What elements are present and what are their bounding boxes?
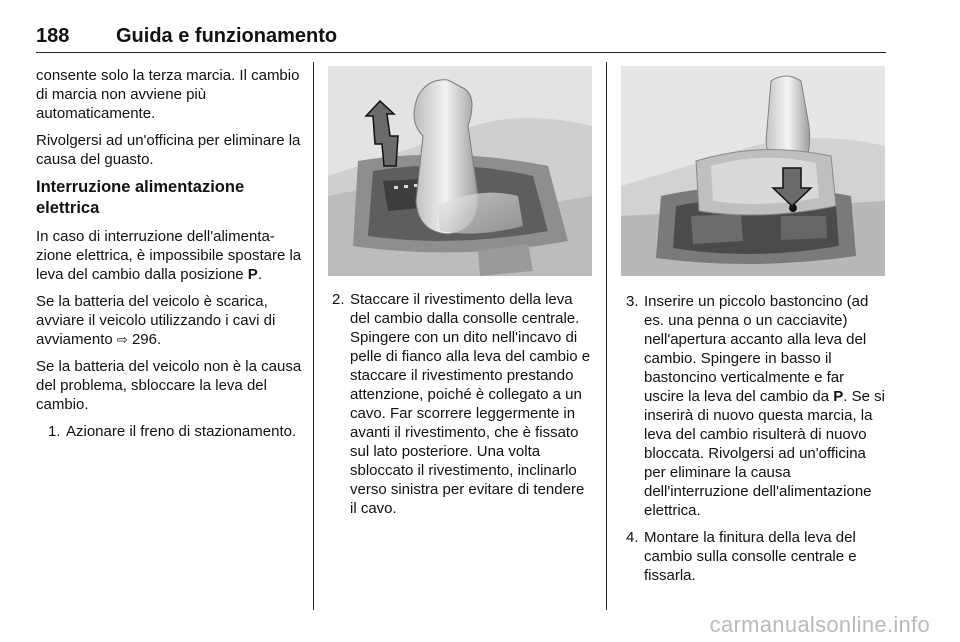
list-item: [626, 528, 888, 585]
section-heading: Interruzione alimentazione elettrica: [36, 178, 245, 217]
page-reference-link[interactable]: 296: [131, 331, 157, 348]
list-text: Inserire un piccolo bastoncino (ad es. una penna o un cacciavite) nell'apertura accanto alla leva del cambio. Spingere in basso il bastoncino verticalmente e far uscire la leva del cambio da P. Se si inserirà di nuovo questa marcia, la leva del cambio risulterà di nuovo bloccata. Rivolgersi ad un'officina per eliminare la causa dell'interruzione dell'alimentazione elettrica.: [644, 293, 885, 519]
left-column: [36, 66, 302, 449]
paragraph: Rivolgersi ad un'officina per eliminare la causa del guasto.: [36, 132, 301, 168]
paragraph: Se la batteria del veicolo non è la causa del problema, sbloccare la leva del cambio.: [36, 358, 302, 413]
list-text: Azionare il freno di stazionamento.: [66, 423, 297, 440]
gear-lever-open-illustration: [621, 66, 885, 276]
list-item: [36, 422, 302, 441]
right-column: [626, 292, 888, 593]
column-divider-2: [606, 62, 607, 610]
list-number: 3.: [626, 293, 639, 310]
paragraph: Se la batteria del veicolo è scarica, avviare il veicolo utilizzando i cavi di avviamento ⇨ 296.: [36, 293, 276, 348]
paragraph: In caso di interruzione dell'alimentazione elettrica, è impossibile spostare la leva del cambio dalla posizione P.: [36, 228, 302, 283]
list-item: [626, 292, 888, 520]
list-number: 2.: [332, 291, 345, 308]
column-divider-1: [313, 62, 314, 610]
gear-lever-illustration: [328, 66, 592, 276]
page-header: [36, 22, 886, 53]
list-number: 4.: [626, 529, 639, 546]
list-text: Montare la finitura della leva del cambio sulla consolle centrale e fissarla.: [644, 529, 857, 584]
gear-lever-photo-1: [328, 66, 592, 276]
list-item: [332, 290, 594, 518]
page-title: Guida e funzionamento: [116, 25, 338, 47]
gear-lever-photo-2: [621, 66, 885, 276]
middle-column: [332, 290, 594, 526]
reference-arrow-icon: ⇨: [116, 332, 128, 347]
paragraph: consente solo la terza marcia. Il cambio di marcia non avviene più automaticamente.: [36, 67, 300, 122]
list-number: 1.: [48, 423, 61, 440]
watermark: carmanualsonline.info: [709, 612, 930, 637]
list-text: Staccare il rivestimento della leva del cambio dalla consolle centrale. Spingere con un dito nell'incavo di pelle di fianco alla leva del cambio e staccare il rivestimento prestando attenzione, poiché è collegato a un cavo. Far scorrere leggermente in avanti il rivestimento, che è fissato sul lato posteriore. Una volta sbloccato il rivestimento, inclinarlo verso sinistra per evitare di tendere il cavo.: [350, 291, 591, 517]
page-number: 188: [36, 25, 70, 47]
